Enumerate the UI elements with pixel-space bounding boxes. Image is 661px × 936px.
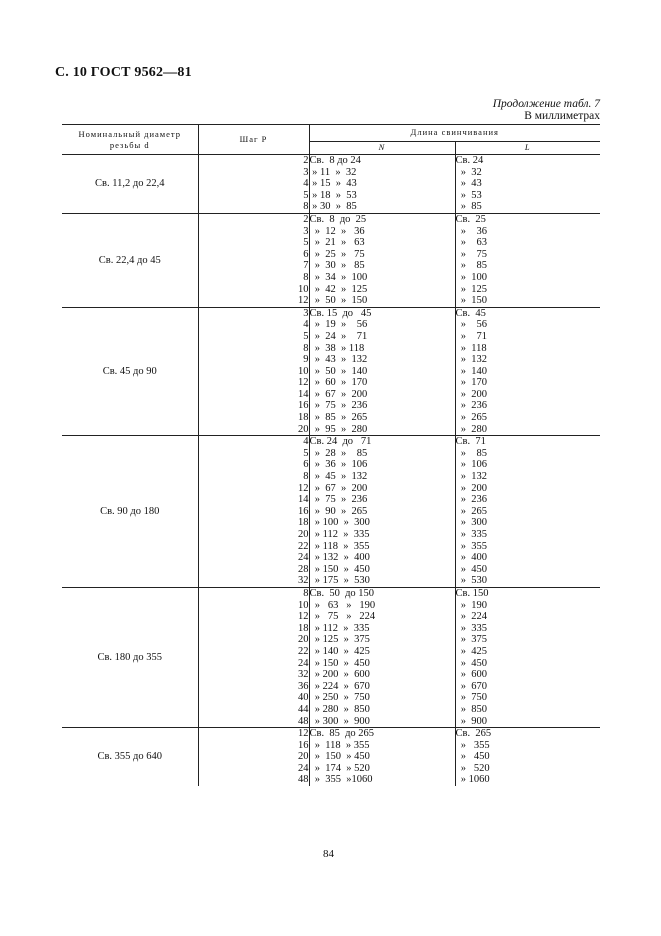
length-l-value: » 236	[455, 494, 487, 506]
length-l-value: » 375	[455, 634, 487, 646]
length-n-value: » 42 » 125	[309, 283, 368, 295]
pitch-value: 32	[298, 669, 309, 681]
pitch-value: 24	[298, 552, 309, 564]
length-n-value: » 250 » 750	[309, 692, 370, 704]
length-n-value: » 95 » 280	[309, 423, 368, 435]
table-continuation-note: Продолжение табл. 7	[492, 98, 600, 110]
pitch-cell	[198, 307, 309, 436]
length-n-value: Св. 85 до 265	[309, 728, 375, 740]
pitch-cell	[198, 155, 309, 214]
diameter-cell: Св. 45 до 90	[62, 307, 198, 436]
length-n-value: » 38 » 118	[309, 342, 365, 354]
table-row	[62, 213, 600, 307]
header-length: Длина свинчивания	[309, 125, 600, 142]
pitch-value: 8	[303, 587, 309, 599]
pitch-value: 28	[298, 563, 309, 575]
length-l-value: » 280	[455, 423, 487, 435]
length-l-value: » 355	[455, 739, 490, 751]
length-n-cell	[309, 213, 455, 307]
length-n-cell	[309, 155, 455, 214]
length-l-value: » 300	[455, 517, 487, 529]
length-l-value: » 600	[455, 669, 487, 681]
length-l-value: » 425	[455, 645, 487, 657]
length-n-value: » 15 » 43	[309, 178, 357, 190]
length-l-value: » 190	[455, 599, 487, 611]
length-l-value: » 670	[455, 680, 487, 692]
length-n-value: » 224 » 670	[309, 680, 370, 692]
length-n-value: » 24 » 71	[309, 330, 368, 342]
length-n-value: » 12 » 36	[309, 225, 365, 237]
length-n-value: » 75 » 236	[309, 494, 368, 506]
length-n-value: » 118 » 355	[309, 540, 370, 552]
table-body	[62, 155, 600, 787]
pitch-value: 48	[298, 774, 309, 786]
table-row	[62, 587, 600, 727]
length-n-cell	[309, 728, 455, 786]
length-l-value: » 335	[455, 529, 487, 540]
length-n-value: Св. 15 до 45	[309, 307, 372, 319]
length-n-value: » 67 » 200	[309, 388, 368, 400]
pitch-value: 22	[298, 645, 309, 657]
length-n-value: » 125 » 375	[309, 634, 370, 646]
length-n-cell	[309, 307, 455, 436]
length-n-value: » 11 » 32	[309, 166, 357, 178]
length-l-value: » 400	[455, 552, 487, 564]
length-l-value: » 450	[455, 563, 487, 575]
length-n-value: » 75 » 236	[309, 400, 368, 412]
length-l-cell	[455, 155, 600, 214]
pitch-value: 20	[298, 634, 309, 646]
length-n-value: Св. 8 до 25	[309, 213, 367, 225]
length-l-value: » 170	[455, 377, 487, 389]
length-l-value: Св. 45	[455, 307, 486, 319]
pitch-value: 5	[303, 189, 309, 201]
length-l-value: Св. 71	[455, 436, 486, 448]
length-l-value: » 450	[455, 657, 487, 669]
length-n-value: » 75 » 224	[309, 611, 376, 623]
pitch-value: 32	[298, 575, 309, 587]
pitch-value: 20	[298, 751, 309, 763]
pitch-value: 10	[298, 599, 309, 611]
length-n-value: » 45 » 132	[309, 471, 368, 483]
pitch-value: 14	[298, 494, 309, 506]
pitch-value: 8	[303, 201, 309, 213]
pitch-value: 40	[298, 692, 309, 704]
diameter-cell: Св. 90 до 180	[62, 436, 198, 588]
length-l-value: » 1060	[455, 774, 490, 786]
length-n-value: » 150 » 450	[309, 657, 370, 669]
length-l-value: » 150	[455, 295, 487, 307]
pitch-value: 3	[303, 166, 309, 178]
length-n-value: » 50 » 150	[309, 295, 368, 307]
diameter-cell: Св. 355 до 640	[62, 728, 198, 786]
length-n-value: » 36 » 106	[309, 459, 368, 471]
table-row	[62, 436, 600, 588]
length-n-value: » 150 » 450	[309, 751, 370, 763]
length-l-value: » 63	[455, 237, 487, 249]
length-l-cell	[455, 436, 600, 588]
length-n-value: » 28 » 85	[309, 447, 368, 459]
length-l-value: » 265	[455, 412, 487, 424]
length-l-value: » 355	[455, 540, 487, 552]
pitch-value: 6	[303, 248, 309, 260]
length-n-value: » 19 » 56	[309, 319, 368, 331]
pitch-value: 44	[298, 703, 309, 715]
length-l-value: » 850	[455, 703, 487, 715]
length-l-value: » 335	[455, 622, 487, 634]
diameter-cell: Св. 11,2 до 22,4	[62, 155, 198, 214]
length-n-value: » 200 » 600	[309, 669, 370, 681]
pitch-value: 20	[298, 529, 309, 540]
thread-length-table	[62, 124, 600, 786]
pitch-cell	[198, 587, 309, 727]
length-l-value: » 224	[455, 611, 487, 623]
length-n-value: » 174 » 520	[309, 762, 370, 774]
header-length-l: L	[455, 142, 600, 155]
length-l-value: » 450	[455, 751, 490, 763]
pitch-value: 14	[298, 388, 309, 400]
length-n-cell	[309, 587, 455, 727]
pitch-value: 12	[298, 377, 309, 389]
length-n-value: » 43 » 132	[309, 354, 368, 366]
length-l-value: » 900	[455, 715, 487, 727]
table-row	[62, 155, 600, 214]
diameter-cell: Св. 22,4 до 45	[62, 213, 198, 307]
pitch-cell	[198, 436, 309, 588]
length-n-cell	[309, 436, 455, 588]
pitch-value: 12	[298, 482, 309, 494]
pitch-value: 8	[303, 471, 309, 483]
length-n-value: » 175 » 530	[309, 575, 370, 587]
header-pitch: Шаг P	[198, 125, 309, 155]
pitch-value: 10	[298, 365, 309, 377]
length-n-value: » 132 » 400	[309, 552, 370, 564]
pitch-value: 3	[303, 307, 309, 319]
pitch-value: 22	[298, 540, 309, 552]
pitch-value: 18	[298, 412, 309, 424]
length-l-cell	[455, 587, 600, 727]
length-n-value: » 100 » 300	[309, 517, 370, 529]
pitch-value: 7	[303, 260, 309, 272]
length-l-value: » 36	[455, 225, 487, 237]
length-n-value: » 60 » 170	[309, 377, 368, 389]
length-l-value: Св. 265	[455, 728, 492, 740]
pitch-value: 4	[303, 178, 309, 190]
pitch-value: 2	[303, 155, 309, 166]
pitch-value: 16	[298, 505, 309, 517]
length-l-value: » 56	[455, 319, 487, 331]
length-n-value: Св. 50 до 150	[309, 587, 375, 599]
length-l-value: » 32	[455, 166, 482, 178]
length-l-value: » 125	[455, 283, 487, 295]
pitch-value: 4	[303, 436, 309, 448]
length-n-value: » 21 » 63	[309, 237, 365, 249]
pitch-value: 6	[303, 459, 309, 471]
length-l-value: » 236	[455, 400, 487, 412]
pitch-value: 16	[298, 400, 309, 412]
length-n-value: » 50 » 140	[309, 365, 368, 377]
length-n-value: » 30 » 85	[309, 201, 357, 213]
pitch-value: 18	[298, 622, 309, 634]
length-n-value: » 90 » 265	[309, 505, 368, 517]
length-l-cell	[455, 307, 600, 436]
length-n-value: » 112 » 335	[309, 529, 370, 540]
length-l-value: » 100	[455, 271, 487, 283]
pitch-value: 3	[303, 225, 309, 237]
length-n-value: » 112 » 335	[309, 622, 370, 634]
pitch-value: 12	[298, 611, 309, 623]
length-n-value: » 118 » 355	[309, 739, 370, 751]
length-n-value: » 150 » 450	[309, 563, 370, 575]
length-n-value: » 34 » 100	[309, 271, 368, 283]
length-l-value: Св. 150	[455, 587, 489, 599]
length-l-value: » 132	[455, 471, 487, 483]
length-n-value: Св. 8 до 24	[309, 155, 361, 166]
pitch-cell	[198, 728, 309, 786]
length-l-cell	[455, 213, 600, 307]
length-l-value: » 43	[455, 178, 482, 190]
length-l-value: » 140	[455, 365, 487, 377]
pitch-value: 5	[303, 330, 309, 342]
pitch-cell	[198, 213, 309, 307]
pitch-value: 9	[303, 354, 309, 366]
length-l-value: » 85	[455, 447, 487, 459]
pitch-value: 12	[298, 728, 309, 740]
length-l-value: » 520	[455, 762, 490, 774]
length-n-value: » 85 » 265	[309, 412, 368, 424]
length-l-value: » 106	[455, 459, 487, 471]
pitch-value: 48	[298, 715, 309, 727]
diameter-cell: Св. 180 до 355	[62, 587, 198, 727]
page-title: С. 10 ГОСТ 9562—81	[55, 65, 192, 80]
pitch-value: 16	[298, 739, 309, 751]
pitch-value: 8	[303, 342, 309, 354]
length-l-value: » 71	[455, 330, 487, 342]
pitch-value: 20	[298, 423, 309, 435]
length-l-cell	[455, 728, 600, 786]
length-n-value: » 67 » 200	[309, 482, 368, 494]
page-number: 84	[323, 848, 334, 860]
length-n-value: » 30 » 85	[309, 260, 365, 272]
pitch-value: 4	[303, 319, 309, 331]
length-l-value: » 200	[455, 388, 487, 400]
length-l-value: » 530	[455, 575, 487, 587]
length-l-value: » 85	[455, 260, 487, 272]
table-row	[62, 307, 600, 436]
length-l-value: » 200	[455, 482, 487, 494]
header-length-n: N	[309, 142, 455, 155]
pitch-value: 36	[298, 680, 309, 692]
table-row	[62, 728, 600, 786]
length-l-value: Св. 25	[455, 213, 486, 225]
length-l-value: » 750	[455, 692, 487, 704]
pitch-value: 10	[298, 283, 309, 295]
length-n-value: » 140 » 425	[309, 645, 370, 657]
length-l-value: » 85	[455, 201, 482, 213]
pitch-value: 18	[298, 517, 309, 529]
pitch-value: 8	[303, 271, 309, 283]
pitch-value: 12	[298, 295, 309, 307]
length-l-value: » 265	[455, 505, 487, 517]
length-n-value: Св. 24 до 71	[309, 436, 372, 448]
length-l-value: » 75	[455, 248, 487, 260]
length-n-value: » 355 »1060	[309, 774, 373, 786]
length-n-value: » 18 » 53	[309, 189, 357, 201]
length-l-value: Св. 24	[455, 155, 484, 166]
header-diameter: Номинальный диаметр резьбы d	[62, 125, 198, 155]
pitch-value: 24	[298, 657, 309, 669]
pitch-value: 5	[303, 447, 309, 459]
length-n-value: » 25 » 75	[309, 248, 365, 260]
length-l-value: » 132	[455, 354, 487, 366]
length-l-value: » 53	[455, 189, 482, 201]
length-n-value: » 280 » 850	[309, 703, 370, 715]
pitch-value: 2	[303, 213, 309, 225]
length-l-value: » 118	[455, 342, 487, 354]
pitch-value: 24	[298, 762, 309, 774]
pitch-value: 5	[303, 237, 309, 249]
length-n-value: » 63 » 190	[309, 599, 376, 611]
units-note: В миллиметрах	[524, 110, 600, 122]
length-n-value: » 300 » 900	[309, 715, 370, 727]
